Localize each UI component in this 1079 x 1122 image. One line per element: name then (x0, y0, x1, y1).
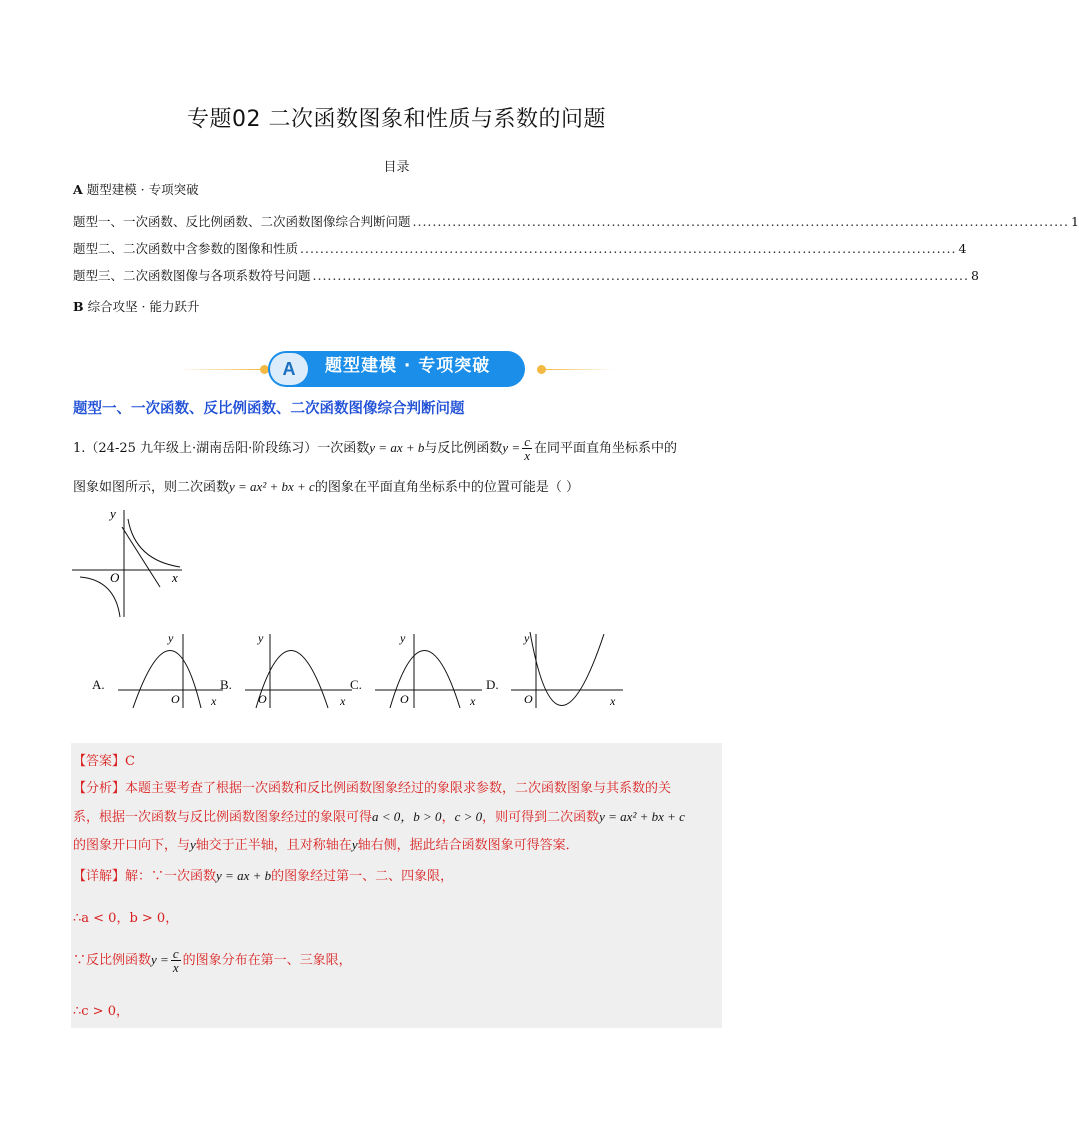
formula-linear: y = ax + b (216, 868, 272, 883)
banner-left-line (180, 369, 262, 370)
x-axis-label: x (211, 694, 217, 708)
detail-line-1 (73, 865, 453, 884)
fraction-denominator: x (172, 960, 179, 975)
detail-text: 的图象分布在第一、三象限， (182, 953, 352, 968)
question-text: 在同平面直角坐标系中的 (533, 441, 677, 456)
formula-linear: y = ax + b (369, 440, 425, 455)
fraction-c-over-x (171, 947, 181, 974)
answer-value: C (125, 754, 135, 769)
option-d-graph[interactable] (508, 628, 626, 710)
toc-row-page: 1 (1071, 214, 1079, 229)
banner-text: 题型建模 · 专项突破 (325, 356, 491, 376)
origin-label: O (524, 692, 533, 706)
option-a-graph[interactable] (115, 628, 225, 710)
formula-y: y = (502, 440, 521, 455)
analysis-text: 轴交于正半轴，且对称轴在 (195, 838, 352, 853)
origin-label: O (110, 570, 120, 585)
banner-letter: A (270, 353, 308, 385)
question-line-1 (73, 435, 677, 462)
formula-quadratic: y = ax² + bx + c (599, 809, 685, 824)
toc-row-text: 题型二、二次函数中含参数的图像和性质 (73, 241, 299, 256)
toc-section-b[interactable] (73, 297, 199, 315)
toc-row-text: 题型三、二次函数图像与各项系数符号问题 (73, 268, 311, 283)
toc-row[interactable] (73, 212, 1079, 230)
analysis-text: 轴右侧，据此结合函数图象可得答案． (357, 838, 579, 853)
y-axis-label: y (400, 631, 406, 645)
question-text: 与反比例函数 (424, 441, 503, 456)
section-banner (180, 351, 613, 387)
detail-text: 的图象经过第一、二、四象限， (271, 869, 454, 884)
question-line-2 (73, 476, 579, 495)
option-c-graph[interactable] (372, 628, 484, 710)
question-text: 1.（24-25 九年级上·湖南岳阳·阶段练习）一次函数 (73, 441, 370, 456)
question-text: 的图象在平面直角坐标系中的位置可能是（ ） (314, 480, 579, 495)
formula-y: y = (151, 952, 169, 967)
fraction-numerator: c (172, 946, 179, 961)
toc-row[interactable] (73, 266, 979, 284)
formula-y: y (351, 837, 358, 852)
analysis-text: 本题主要考查了根据一次函数和反比例函数图象经过的象限求参数，二次函数图象与其系数的关 (125, 781, 672, 796)
toc-row-page: 8 (971, 268, 979, 283)
option-b-graph[interactable] (242, 628, 354, 710)
toc-leader-dots: .................................................................................................................................... (412, 214, 1070, 229)
toc-row-text: 题型一、一次函数、反比例函数、二次函数图像综合判断问题 (73, 214, 411, 229)
answer-tag: 【答案】 (73, 754, 126, 769)
analysis-text: 系，根据一次函数与反比例函数图象经过的象限可得 (73, 810, 373, 825)
analysis-line-2 (73, 806, 685, 825)
answer-line (73, 750, 135, 769)
option-c-label[interactable]: C. (350, 677, 362, 692)
toc-row[interactable] (73, 239, 967, 257)
analysis-line-3 (73, 834, 579, 853)
toc-leader-dots: .................................................................................................................................... (300, 241, 957, 256)
origin-label: O (400, 692, 409, 706)
question-text: 图象如图所示，则二次函数 (73, 480, 230, 495)
y-axis-label: y (168, 631, 174, 645)
toc-leader-dots: .................................................................................................................................... (312, 268, 970, 283)
page-title: 专题02 二次函数图象和性质与系数的问题 (187, 107, 606, 132)
option-a-label[interactable]: A. (92, 677, 105, 692)
detail-line-4: ∴c > 0， (73, 1004, 129, 1019)
parabola (256, 651, 328, 709)
toc-section-a-label: A (73, 182, 83, 197)
y-axis-label: y (258, 631, 264, 645)
toc-row-page: 4 (958, 241, 967, 256)
fraction-denominator: x (524, 448, 530, 463)
x-axis-label: x (340, 694, 346, 708)
analysis-tag: 【分析】 (73, 781, 126, 796)
option-b-label[interactable]: B. (220, 677, 232, 692)
fraction-numerator: c (524, 434, 530, 449)
option-d-label[interactable]: D. (486, 677, 499, 692)
toc-heading: 目录 (383, 160, 410, 175)
detail-line-2: ∴a < 0，b > 0， (73, 911, 179, 926)
y-axis-label: y (524, 631, 530, 645)
x-axis-label: x (470, 694, 476, 708)
detail-line-3 (73, 947, 352, 974)
x-axis-label: x (610, 694, 616, 708)
detail-text: ∵反比例函数 (73, 953, 152, 968)
analysis-text: 的图象开口向下，与 (73, 838, 191, 853)
parabola (133, 651, 201, 709)
hyperbola-branch-q1 (128, 519, 180, 567)
toc-section-a-text: 题型建模 · 专项突破 (86, 182, 199, 197)
detail-text: 解：∵一次函数 (125, 869, 217, 884)
question-type-title: 题型一、一次函数、反比例函数、二次函数图像综合判断问题 (73, 401, 465, 417)
detail-tag: 【详解】 (73, 869, 126, 884)
toc-section-a[interactable] (73, 180, 199, 198)
origin-label: O (171, 692, 180, 706)
given-graph (70, 505, 185, 620)
fraction-c-over-x (522, 435, 532, 462)
formula-y: y (190, 837, 196, 852)
formula-c: c > 0 (454, 809, 483, 824)
analysis-text: ，则可得到二次函数 (482, 810, 600, 825)
banner-right-line (544, 369, 614, 370)
formula-quadratic: y = ax² + bx + c (229, 479, 315, 494)
formula-ab: a < 0，b > 0 (372, 809, 442, 824)
toc-section-b-text: 综合攻坚 · 能力跃升 (87, 299, 200, 314)
analysis-line-1 (73, 777, 671, 796)
origin-label: O (258, 692, 267, 706)
analysis-text: ， (441, 810, 455, 825)
parabola (530, 632, 604, 706)
toc-section-b-label: B (73, 299, 84, 314)
linear-function-line (122, 527, 160, 587)
x-axis-label: x (172, 570, 178, 585)
y-axis-label: y (110, 506, 116, 521)
